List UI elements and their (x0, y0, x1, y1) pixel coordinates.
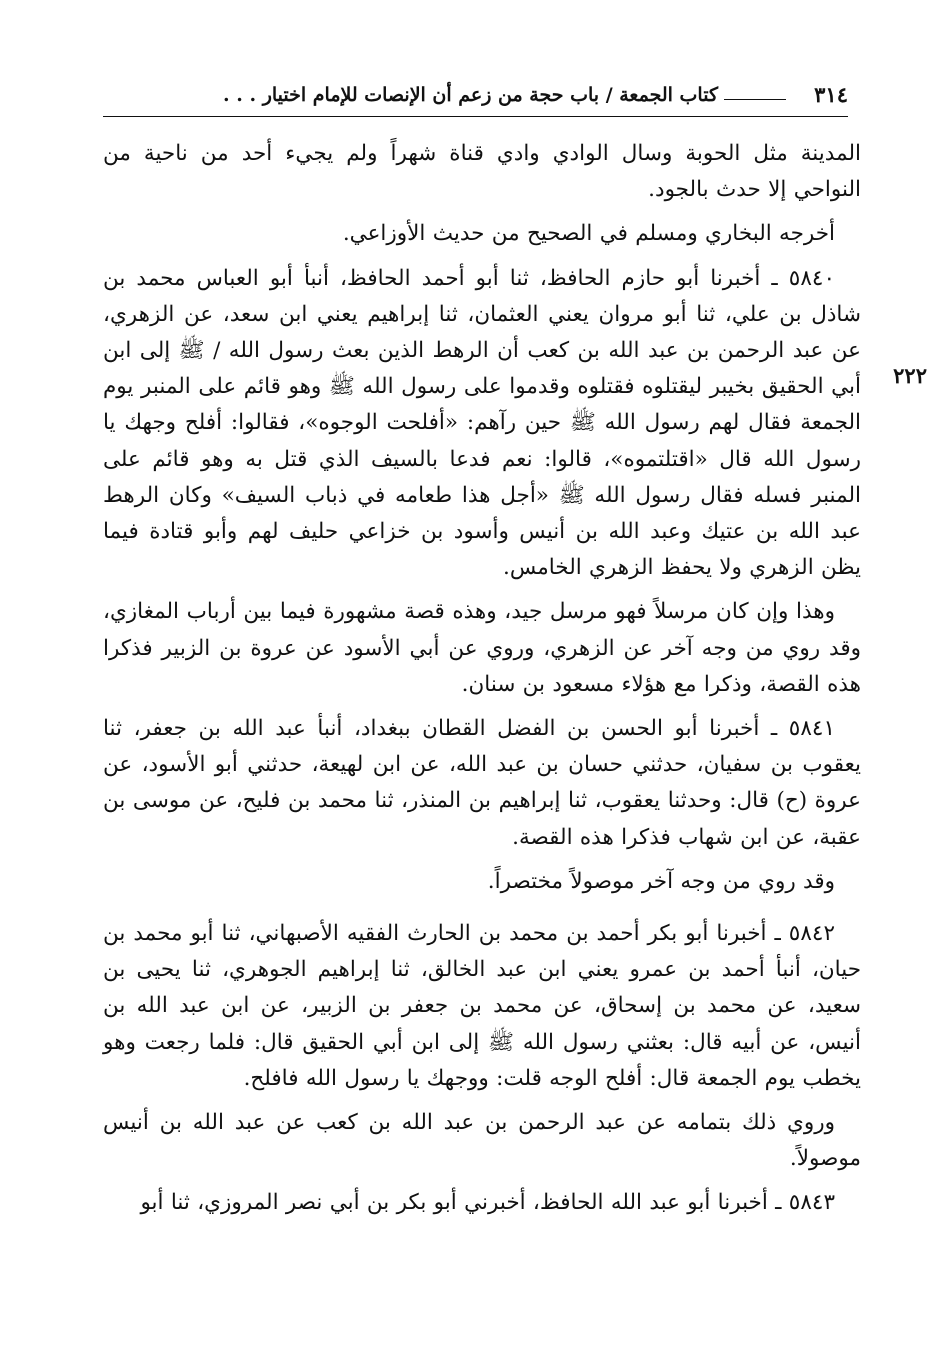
paragraph-commentary: وهذا وإن كان مرسلاً فهو مرسل جيد، وهذه قصة مشهورة فيما بين أرباب المغازي، وقد روي من وجه آخر عن الزهري، وروي عن أبي الأسود عن عروة بن الزبير فذكرا هذه القصة، وذكرا مع هؤلاء مسعود بن سنان. (103, 599, 861, 697)
page-number: ٣١٤ (814, 82, 848, 107)
paragraph-note: وقد روي من وجه آخر موصولاً مختصراً. (487, 868, 835, 894)
paragraph-takhrij: أخرجه البخاري ومسلم في الصحيح من حديث الأوزاعي. (342, 221, 835, 247)
hadith-5841: ٥٨٤١ ـ أخبرنا أبو الحسن بن الفضل القطان ببغداد، أنبأ عبد الله بن جعفر، ثنا يعقوب بن سفيان، حدثني حسان بن عبد الله، عن ابن لهيعة، حدثني أبو الأسود، عن عروة (ح) قال: وحدثنا يعقوب، ثنا إبراهيم بن المنذر، ثنا محمد بن فليح، عن موسى بن عقبة، عن ابن شهاب فذكرا هذه القصة. (103, 716, 861, 850)
header-rule (724, 99, 786, 100)
margin-page-reference: ٢٢٢ (893, 363, 927, 388)
hadith-5840: ٥٨٤٠ ـ أخبرنا أبو حازم الحافظ، ثنا أبو أحمد الحافظ، أنبأ أبو العباس محمد بن شاذل بن علي، ثنا أبو مروان يعني العثمان، ثنا إبراهيم يعني ابن سعد، عن الزهري، عن عبد الرحمن بن عبد الله بن كعب أن الرهط الذين بعث رسول الله / ﷺ إلى ابن أبي الحقيق بخيبر ليقتلوه فقتلوه وقدموا على رسول الله ﷺ وهو قائم على المنبر يوم الجمعة فقال لهم رسول الله ﷺ حين رآهم: «أفلحت الوجوه»، فقالوا: أفلح وجهك يا رسول الله قال «اقتلتموه»، قالوا: نعم فدعا بالسيف الذي قتل به وهو قائم على المنبر فسله فقال رسول الله ﷺ «أجل هذا طعامه في ذباب السيف» وكان الرهط عبد الله بن عتيك وعبد الله بن أنيس وأسود بن خزاعي حليف لهم وأبو قتادة فيما يظن الزهري ولا يحفظ الزهري الخامس. (103, 265, 861, 581)
paragraph-continuation: المدينة مثل الحوبة وسال الوادي وادي قناة شهراً ولم يجيء أحد من ناحية من النواحي إلا حدث بالجود. (103, 141, 861, 203)
running-header (103, 82, 848, 117)
paragraph-riwaya: وروي ذلك بتمامه عن عبد الرحمن بن عبد الله بن كعب عن عبد الله بن أنيس موصولاً. (103, 1110, 861, 1172)
header-title: كتاب الجمعة / باب حجة من زعم أن الإنصات للإمام اختيار . . . (223, 84, 718, 106)
hadith-5843: ٥٨٤٣ ـ أخبرنا أبو عبد الله الحافظ، أخبرني أبو بكر بن أبي نصر المروزي، ثنا أبو (140, 1190, 835, 1216)
main-text (103, 136, 861, 1230)
hadith-5842: ٥٨٤٢ ـ أخبرنا أبو بكر أحمد بن محمد بن الحارث الفقيه الأصبهاني، ثنا أبو محمد بن حيان، أنبأ أحمد بن عمرو يعني ابن عبد الخالق، ثنا إبراهيم الجوهري، ثنا يحيى بن سعيد، عن محمد بن إسحاق، عن محمد بن جعفر بن الزبير، عن ابن عبد الله بن أنيس، عن أبيه قال: بعثني رسول الله ﷺ إلى ابن أبي الحقيق قال: فلما رجعت وهو يخطب يوم الجمعة قال: أفلح الوجه قلت: ووجهك يا رسول الله فافلح. (103, 921, 861, 1091)
